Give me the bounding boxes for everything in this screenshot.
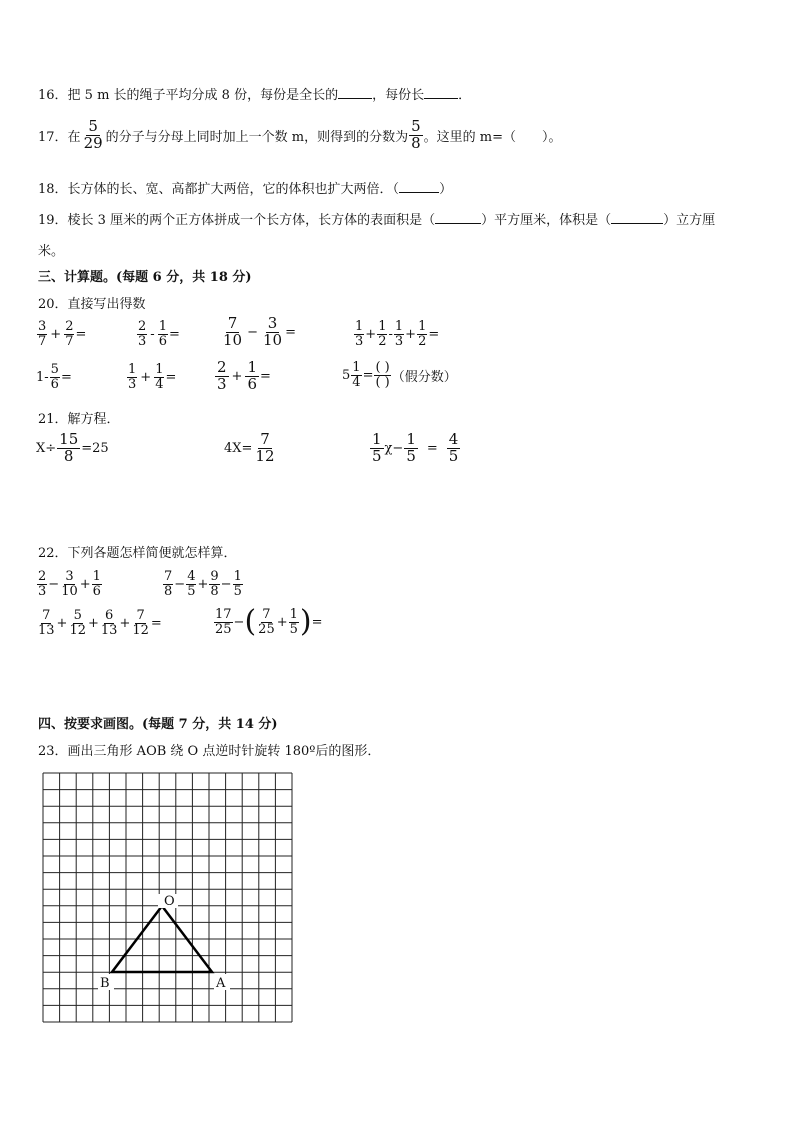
q22-expr-2: $\frac{7}{8}$ − $\frac{4}{5}$ + $\frac{9}{8}$ − $\frac{1}{5}$ (164, 569, 242, 599)
fraction: $\frac{5}{8}$ (411, 117, 421, 152)
question-text: 的分子与分母上同时加上一个数 m，则得到的分数为 (105, 129, 409, 145)
q20-expr-2: $\frac{2}{3}$ - $\frac{1}{6}$ = (138, 319, 180, 349)
answer-blank[interactable] (399, 180, 439, 193)
question-text: ）平方厘米，体积是（ (481, 213, 612, 228)
question-number: 17． (38, 129, 68, 145)
q22-expr-4: $\frac{17}{25}$ − ( $\frac{7}{25}$ + $\frac{1}{5}$ ) = (215, 604, 323, 639)
question-22-title: 22．下列各题怎样简便就怎样算． (38, 546, 237, 561)
question-19-continuation: 米。 (38, 244, 65, 259)
question-text: ，每份长 (372, 88, 425, 103)
answer-blank[interactable] (435, 211, 481, 224)
question-17 (38, 119, 562, 152)
grid-drawing-area[interactable] (40, 770, 296, 1024)
section-title-3: 三、计算题。(每题 6 分，共 18 分) (38, 270, 252, 285)
question-18 (38, 178, 452, 197)
question-21-title: 21．解方程． (38, 412, 120, 427)
point-label-b: B (100, 976, 110, 991)
question-number: 16． (38, 88, 68, 103)
q21-equation-2: 4X= $\frac{7}{12}$ (224, 430, 275, 465)
q22-expr-3: $\frac{7}{13}$ + $\frac{5}{12}$ + $\frac{6}{13}$ + $\frac{7}{12}$ = (38, 608, 162, 638)
q21-equation-1: X÷ $\frac{15}{8}$ =25 (36, 430, 109, 465)
point-label-o: O (164, 894, 175, 909)
question-text: 把 5 m 长的绳子平均分成 8 份，每份是全长的 (67, 88, 339, 103)
question-number: 18． (38, 182, 68, 197)
point-label-a: A (216, 976, 226, 991)
q20-expr-7: $\frac{2}{3}$ + $\frac{1}{6}$ = (217, 358, 271, 393)
answer-blank[interactable] (338, 86, 372, 99)
answer-blank[interactable] (611, 211, 663, 224)
question-text: 长方体的长、宽、高都扩大两倍，它的体积也扩大两倍．（ (67, 182, 400, 197)
q20-expr-4: $\frac{1}{3}$ + $\frac{1}{2}$ - $\frac{1}{3}$ + $\frac{1}{2}$ = (355, 319, 440, 349)
answer-blank[interactable] (424, 86, 458, 99)
q20-expr-8: 5 $\frac{1}{4}$ = $\frac{( )}{( )}$ （假分数） (342, 360, 457, 390)
q20-expr-3: $\frac{7}{10}$ − $\frac{3}{10}$ = (223, 314, 296, 349)
question-number: 19． (38, 213, 68, 228)
question-19 (38, 209, 715, 228)
section-title-4: 四、按要求画图。(每题 7 分，共 14 分) (38, 717, 278, 732)
q21-equation-3: $\frac{1}{5}$ χ− $\frac{1}{5}$ = $\frac{4}{5}$ (372, 430, 459, 465)
answer-fraction[interactable]: $\frac{( )}{( )}$ (375, 360, 390, 390)
question-20-title: 20．直接写出得数 (38, 297, 146, 312)
question-16 (38, 84, 471, 103)
question-text: ． (458, 88, 472, 103)
q22-expr-1: $\frac{2}{3}$ − $\frac{3}{10}$ + $\frac{1}{6}$ (38, 569, 101, 599)
q20-expr-5: 1- $\frac{5}{6}$ = (36, 362, 72, 392)
question-text: 在 (67, 129, 81, 145)
question-text: ）立方厘 (663, 213, 716, 228)
q20-expr-1: $\frac{3}{7}$ + $\frac{2}{7}$ = (38, 319, 87, 349)
question-text: ） (439, 182, 453, 197)
question-text: 棱长 3 厘米的两个正方体拼成一个长方体，长方体的表面积是（ (67, 213, 436, 228)
fraction: $\frac{5}{29}$ (83, 117, 103, 152)
question-text: 。这里的 m=（ ）。 (423, 129, 562, 145)
question-23-title: 23．画出三角形 AOB 绕 O 点逆时针旋转 180º后的图形． (38, 744, 381, 759)
q20-expr-6: $\frac{1}{3}$ + $\frac{1}{4}$ = (128, 362, 177, 392)
